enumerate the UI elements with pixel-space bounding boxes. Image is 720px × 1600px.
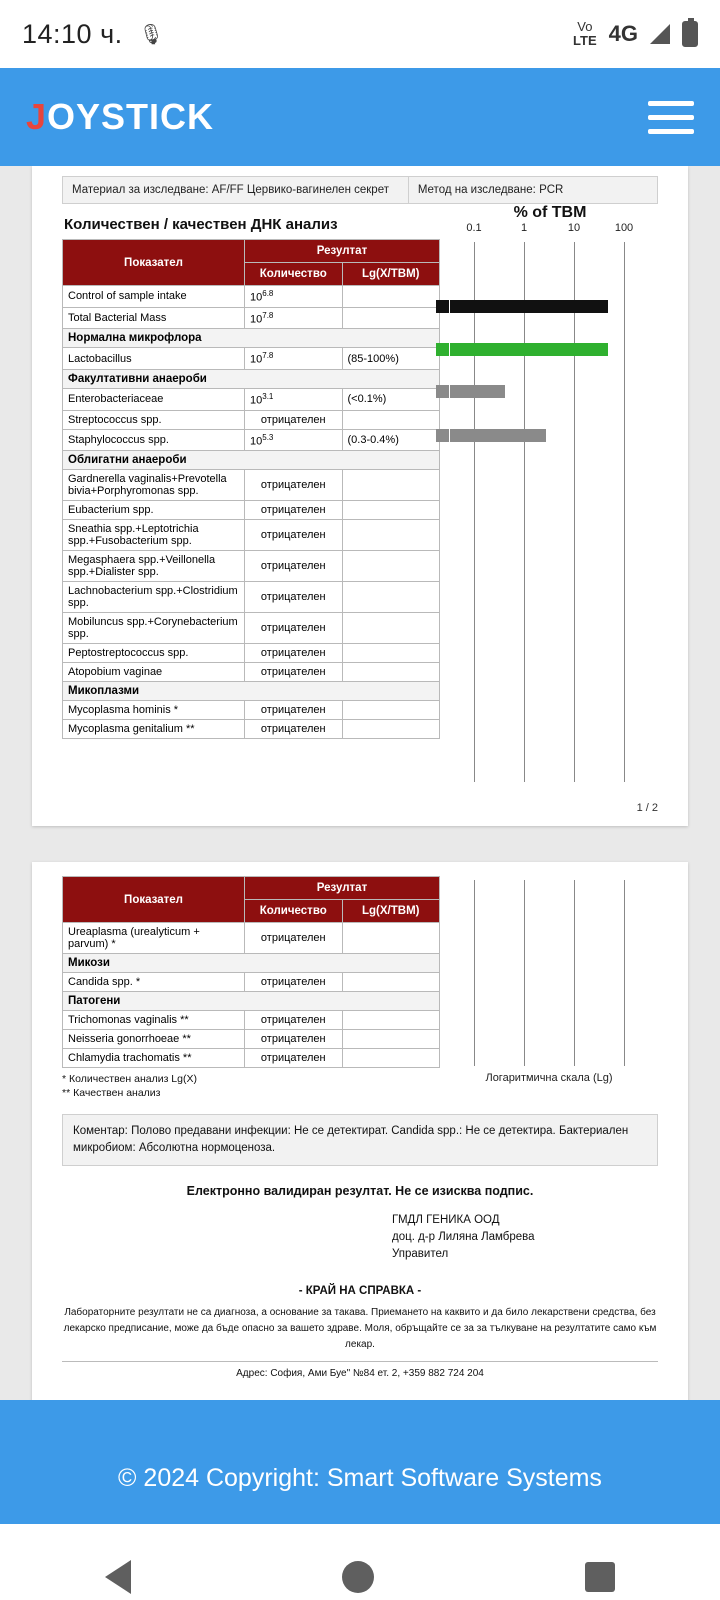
chart-gridline bbox=[474, 242, 475, 782]
status-bar-left bbox=[22, 19, 164, 50]
table-row bbox=[63, 551, 440, 582]
table-group-row bbox=[63, 329, 440, 348]
cell-lg bbox=[342, 551, 440, 582]
cell-lg bbox=[342, 613, 440, 644]
table-row bbox=[63, 1049, 440, 1068]
table-group-row bbox=[63, 682, 440, 701]
table-group-row bbox=[63, 992, 440, 1011]
group-label: Микози bbox=[63, 954, 440, 973]
cell-lg bbox=[342, 701, 440, 720]
results-table-2 bbox=[62, 876, 440, 1068]
cell-indicator: Peptostreptococcus spp. bbox=[63, 644, 245, 663]
cell-quantity: отрицателен bbox=[245, 501, 343, 520]
cell-quantity: отрицателен bbox=[245, 410, 343, 429]
cell-lg bbox=[342, 663, 440, 682]
th-result: Резултат bbox=[245, 877, 440, 900]
validated-note: Електронно валидиран резултат. Не се изисква подпис. bbox=[186, 1183, 534, 1198]
cell-lg bbox=[342, 923, 440, 954]
footnote-2: ** Качествен анализ bbox=[62, 1087, 161, 1100]
cell-quantity: отрицателен bbox=[245, 701, 343, 720]
volte-sub-label: LTE bbox=[573, 33, 597, 48]
chart-gridline bbox=[624, 242, 625, 782]
table-row bbox=[63, 720, 440, 739]
chart-gridline bbox=[524, 880, 525, 1066]
chart-tick-label: 0.1 bbox=[466, 222, 482, 234]
material-info: Материал за изследване: AF/FF Цервико-вагинелен секрет bbox=[63, 177, 409, 203]
chart-gridlines bbox=[450, 242, 650, 782]
cell-lg bbox=[342, 1011, 440, 1030]
cell-quantity: $10^{5.3}$ bbox=[245, 429, 343, 451]
table-group-row bbox=[63, 954, 440, 973]
cell-quantity: $10^{3.1}$ bbox=[245, 388, 343, 410]
table-row bbox=[63, 520, 440, 551]
chart-axis-ticks bbox=[450, 222, 650, 238]
chart-tick-label: 1 bbox=[520, 222, 528, 234]
th-result: Резултат bbox=[245, 240, 440, 263]
recents-icon[interactable] bbox=[585, 1562, 615, 1592]
table-group-row bbox=[63, 369, 440, 388]
document-viewer[interactable] bbox=[0, 166, 720, 1400]
status-clock: 14:10 ч. bbox=[22, 18, 123, 49]
volte-icon bbox=[573, 20, 597, 47]
table-row bbox=[63, 1011, 440, 1030]
cell-lg: (85-100%) bbox=[342, 348, 440, 370]
cell-quantity: отрицателен bbox=[245, 470, 343, 501]
end-of-report: - КРАЙ НА СПРАВКА - bbox=[298, 1285, 422, 1298]
signer-block bbox=[62, 1212, 658, 1264]
cell-indicator: Sneathia spp.+Leptotrichia spp.+Fusobacterium spp. bbox=[63, 520, 245, 551]
table-row bbox=[63, 410, 440, 429]
cell-quantity: отрицателен bbox=[245, 613, 343, 644]
chart-bar bbox=[450, 300, 608, 313]
cell-lg bbox=[342, 720, 440, 739]
cell-lg: (<0.1%) bbox=[342, 388, 440, 410]
th-lg: Lg(X/TBM) bbox=[342, 900, 440, 923]
cell-indicator: Chlamydia trachomatis ** bbox=[63, 1049, 245, 1068]
results-table-head-2 bbox=[63, 877, 440, 923]
chart-tick-label: 100 bbox=[614, 222, 634, 234]
cell-indicator: Eubacterium spp. bbox=[63, 501, 245, 520]
chart-gridlines-2 bbox=[450, 880, 650, 1066]
cell-quantity: отрицателен bbox=[245, 520, 343, 551]
cell-indicator: Ureaplasma (urealyticum + parvum) * bbox=[63, 923, 245, 954]
cell-indicator: Gardnerella vaginalis+Prevotella bivia+Porphyromonas spp. bbox=[63, 470, 245, 501]
chart-gridline bbox=[574, 880, 575, 1066]
hamburger-line bbox=[648, 115, 694, 120]
document-page-1 bbox=[32, 166, 688, 826]
cell-quantity: отрицателен bbox=[245, 1049, 343, 1068]
cell-indicator: Candida spp. * bbox=[63, 973, 245, 992]
header-row-1 bbox=[63, 877, 440, 900]
table-row bbox=[63, 470, 440, 501]
cell-indicator: Lachnobacterium spp.+Clostridium spp. bbox=[63, 582, 245, 613]
table-row bbox=[63, 582, 440, 613]
battery-icon bbox=[682, 21, 698, 47]
cell-quantity: отрицателен bbox=[245, 644, 343, 663]
chart-gridline bbox=[574, 242, 575, 782]
chart-tick-label: 10 bbox=[567, 222, 581, 234]
footnotes bbox=[62, 1072, 440, 1100]
page1-body bbox=[62, 204, 658, 739]
table-group-row bbox=[63, 451, 440, 470]
document-page-2 bbox=[32, 862, 688, 1400]
home-icon[interactable] bbox=[342, 1561, 374, 1593]
chart-gridline bbox=[524, 242, 525, 782]
cell-lg bbox=[342, 973, 440, 992]
cell-indicator: Staphylococcus spp. bbox=[63, 429, 245, 451]
brand-rest: OYSTICK bbox=[47, 96, 215, 137]
cell-lg: (0.3-0.4%) bbox=[342, 429, 440, 451]
th-quantity: Количество bbox=[245, 263, 343, 286]
mic-icon: 🎙 bbox=[138, 23, 165, 46]
cell-indicator: Trichomonas vaginalis ** bbox=[63, 1011, 245, 1030]
signal-icon bbox=[650, 24, 670, 44]
table-row bbox=[63, 501, 440, 520]
cell-indicator: Mycoplasma genitalium ** bbox=[63, 720, 245, 739]
network-label: 4G bbox=[608, 21, 638, 46]
group-label: Облигатни анаероби bbox=[63, 451, 440, 470]
cell-quantity: отрицателен bbox=[245, 923, 343, 954]
results-table-body-1 bbox=[63, 286, 440, 739]
cell-indicator: Atopobium vaginae bbox=[63, 663, 245, 682]
results-table-body-2 bbox=[63, 923, 440, 1068]
results-table-head bbox=[63, 240, 440, 286]
cell-indicator: Mobiluncus spp.+Corynebacterium spp. bbox=[63, 613, 245, 644]
cell-lg bbox=[342, 470, 440, 501]
hamburger-line bbox=[648, 101, 694, 106]
chart-bar-marker bbox=[436, 300, 449, 313]
group-label: Нормална микрофлора bbox=[63, 329, 440, 348]
signer-person: доц. д-р Лиляна Ламбрева bbox=[392, 1230, 535, 1243]
cell-quantity: отрицателен bbox=[245, 1011, 343, 1030]
table-row bbox=[63, 663, 440, 682]
page1-table-wrap bbox=[62, 204, 440, 739]
footer-spacer bbox=[0, 1400, 720, 1432]
results-table-1 bbox=[62, 239, 440, 739]
chart-bar-marker bbox=[436, 385, 449, 398]
table-row bbox=[63, 644, 440, 663]
cell-quantity: $10^{6.8}$ bbox=[245, 286, 343, 308]
log-scale-label: Логаритмична скала (Lg) bbox=[485, 1072, 613, 1084]
cell-indicator: Megasphaera spp.+Veillonella spp.+Dialister spp. bbox=[63, 551, 245, 582]
chart-bar bbox=[450, 343, 608, 356]
cell-quantity: отрицателен bbox=[245, 1030, 343, 1049]
cell-quantity: $10^{7.8}$ bbox=[245, 348, 343, 370]
table-row bbox=[63, 1030, 440, 1049]
chart-bar-marker bbox=[436, 429, 449, 442]
chart-gridline bbox=[624, 880, 625, 1066]
back-icon[interactable] bbox=[105, 1560, 131, 1594]
chart-bar bbox=[450, 385, 505, 398]
method-info: Метод на изследване: PCR bbox=[417, 184, 564, 196]
volte-label: Vo bbox=[577, 19, 593, 35]
group-label: Факултативни анаероби bbox=[63, 369, 440, 388]
table-row bbox=[63, 388, 440, 410]
comment-box: Коментар: Полово предавани инфекции: Не се детектират. Candida spp.: Не се детектира. Бактериален микробиом: Абсолютна нормоценоза. bbox=[62, 1114, 658, 1165]
cell-lg bbox=[342, 1049, 440, 1068]
th-indicator: Показател bbox=[63, 240, 245, 286]
chart-gridline bbox=[474, 880, 475, 1066]
cell-lg bbox=[342, 307, 440, 329]
hamburger-menu-icon[interactable] bbox=[648, 101, 694, 134]
footnote-1: * Количествен анализ Lg(X) bbox=[62, 1073, 197, 1085]
cell-lg bbox=[342, 582, 440, 613]
footer-copyright: © 2024 Copyright: Smart Software Systems bbox=[0, 1432, 720, 1524]
cell-quantity: отрицателен bbox=[245, 582, 343, 613]
group-label: Микоплазми bbox=[63, 682, 440, 701]
page-number: 1 / 2 bbox=[636, 802, 658, 814]
signer-role: Управител bbox=[392, 1248, 449, 1261]
tbm-chart-2 bbox=[450, 876, 650, 1100]
cell-indicator: Lactobacillus bbox=[63, 348, 245, 370]
status-bar-right bbox=[573, 20, 698, 47]
cell-indicator: Neisseria gonorrhoeae ** bbox=[63, 1030, 245, 1049]
system-navbar bbox=[0, 1524, 720, 1600]
tbm-chart bbox=[450, 204, 650, 739]
cell-quantity: отрицателен bbox=[245, 663, 343, 682]
cell-lg bbox=[342, 520, 440, 551]
cell-lg bbox=[342, 644, 440, 663]
table-row bbox=[63, 307, 440, 329]
cell-quantity: отрицателен bbox=[245, 551, 343, 582]
cell-indicator: Enterobacteriaceae bbox=[63, 388, 245, 410]
cell-lg bbox=[342, 501, 440, 520]
signer-org: ГМДЛ ГЕНИКА ООД bbox=[392, 1213, 500, 1226]
chart-title: % of TBM bbox=[513, 204, 587, 221]
table-row bbox=[63, 348, 440, 370]
analysis-title: Количествен / качествен ДНК анализ bbox=[64, 216, 338, 233]
th-indicator: Показател bbox=[63, 877, 245, 923]
brand-logo[interactable] bbox=[26, 96, 214, 138]
cell-quantity: отрицателен bbox=[245, 720, 343, 739]
chart-bar-marker bbox=[436, 343, 449, 356]
page2-table-wrap bbox=[62, 876, 440, 1100]
th-lg: Lg(X/TBM) bbox=[342, 263, 440, 286]
th-quantity: Количество bbox=[245, 900, 343, 923]
header-row-1 bbox=[63, 240, 440, 263]
chart-bar bbox=[450, 429, 546, 442]
address-line: Адрес: София, Ами Буе" №84 ет. 2, +359 882 724 204 bbox=[62, 1361, 658, 1379]
status-bar bbox=[0, 0, 720, 68]
table-row bbox=[63, 973, 440, 992]
group-label: Патогени bbox=[63, 992, 440, 1011]
hamburger-line bbox=[648, 129, 694, 134]
cell-lg bbox=[342, 286, 440, 308]
disclaimer-text: Лабораторните резултати не са диагноза, а основание за такава. Приемането на каквито и да било лекарствени средства, без лекарско предписание, може да бъде опасно за вашето здраве. Моля, обръщайте се за за тълкуване на резултатите само към лекар. bbox=[63, 1307, 657, 1351]
page2-body bbox=[62, 876, 658, 1100]
cell-indicator: Mycoplasma hominis * bbox=[63, 701, 245, 720]
brand-first-letter: J bbox=[26, 96, 48, 137]
table-row bbox=[63, 923, 440, 954]
table-row bbox=[63, 286, 440, 308]
table-row bbox=[63, 429, 440, 451]
app-header bbox=[0, 68, 720, 166]
cell-indicator: Control of sample intake bbox=[63, 286, 245, 308]
cell-quantity: $10^{7.8}$ bbox=[245, 307, 343, 329]
cell-lg bbox=[342, 1030, 440, 1049]
table-row bbox=[63, 701, 440, 720]
cell-lg bbox=[342, 410, 440, 429]
cell-quantity: отрицателен bbox=[245, 973, 343, 992]
table-row bbox=[63, 613, 440, 644]
cell-indicator: Total Bacterial Mass bbox=[63, 307, 245, 329]
cell-indicator: Streptococcus spp. bbox=[63, 410, 245, 429]
sample-info-bar bbox=[62, 176, 658, 204]
